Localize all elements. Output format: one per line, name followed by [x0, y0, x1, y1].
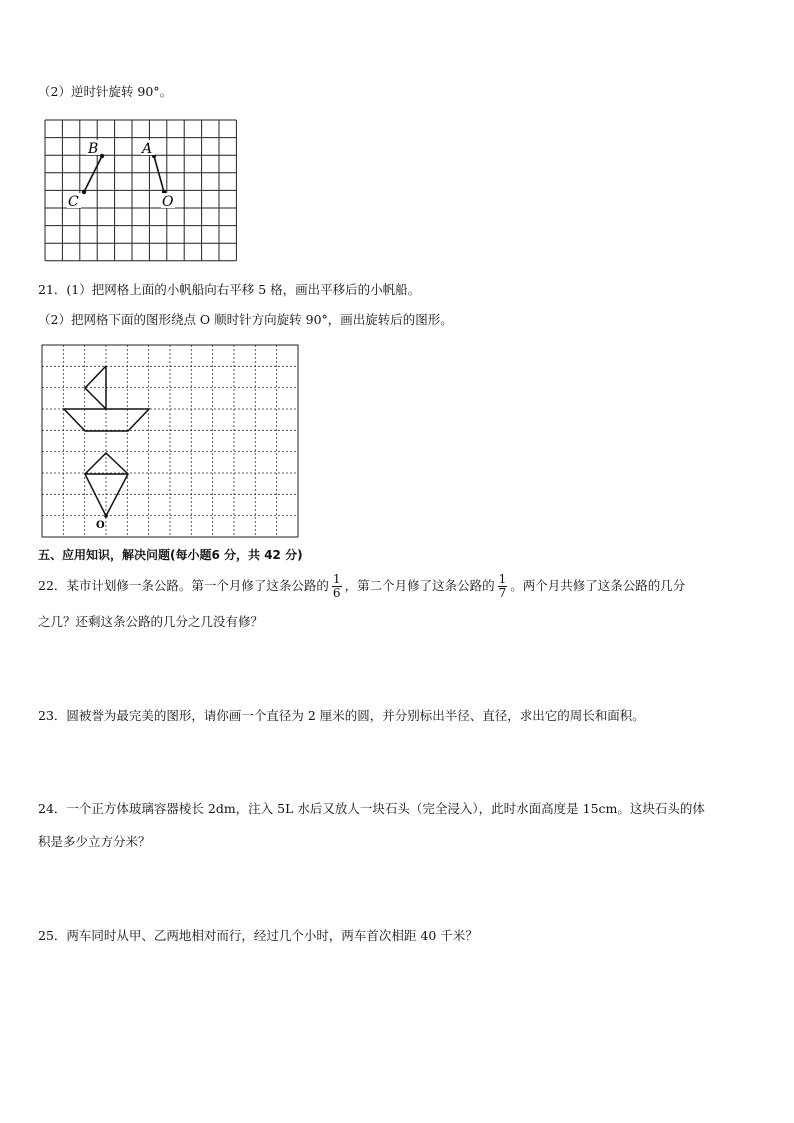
section-5-heading: 五、应用知识，解决问题(每小题6 分，共 42 分)	[38, 548, 303, 562]
q23-text: 23．圆被誉为最完美的图形，请你画一个直径为 2 厘米的圆，并分别标出半径、直径，求出它的周长和面积。	[38, 708, 645, 723]
q22-line1	[38, 573, 685, 600]
q22-text-a: 22．某市计划修一条公路。第一个月修了这条公路的	[38, 578, 329, 594]
label-c: C	[68, 194, 79, 210]
q25-text: 25．两车同时从甲、乙两地相对而行，经过几个小时，两车首次相距 40 千米？	[38, 928, 478, 943]
q21-part1-text: 21．(1）把网格上面的小帆船向右平移 5 格，画出平移后的小帆船。	[38, 282, 421, 297]
label-o: O	[162, 194, 174, 210]
q22-text-c: 。两个月共修了这条公路的几分	[510, 578, 686, 594]
q20-part2-text: （2）逆时针旋转 90°。	[38, 84, 173, 99]
fraction-one-sixth: $\frac{1}{6}$	[332, 572, 341, 601]
q22-text-b: ，第二个月修了这条公路的	[344, 578, 495, 594]
q22-line2: 之几？还剩这条公路的几分之几没有修？	[38, 614, 264, 629]
sailboat	[64, 366, 149, 431]
point-o-center	[104, 514, 108, 518]
q21-part2-text: （2）把网格下面的图形绕点 O 顺时针方向旋转 90°，画出旋转后的图形。	[38, 312, 453, 327]
label-b: B	[88, 141, 99, 157]
sailboat-kite-grid-figure	[0, 0, 794, 560]
boat-hull	[64, 409, 149, 431]
q24-line2: 积是多少立方分米？	[38, 834, 151, 849]
label-a: A	[142, 141, 153, 157]
label-o-2: O	[96, 520, 105, 531]
q24-line1: 24．一个正方体玻璃容器棱长 2dm，注入 5L 水后又放人一块石头（完全浸入），此时水面高度是 15cm。这块石头的体	[38, 801, 705, 816]
fraction-one-seventh: $\frac{1}{7}$	[498, 572, 507, 601]
kite-shape	[85, 453, 128, 516]
